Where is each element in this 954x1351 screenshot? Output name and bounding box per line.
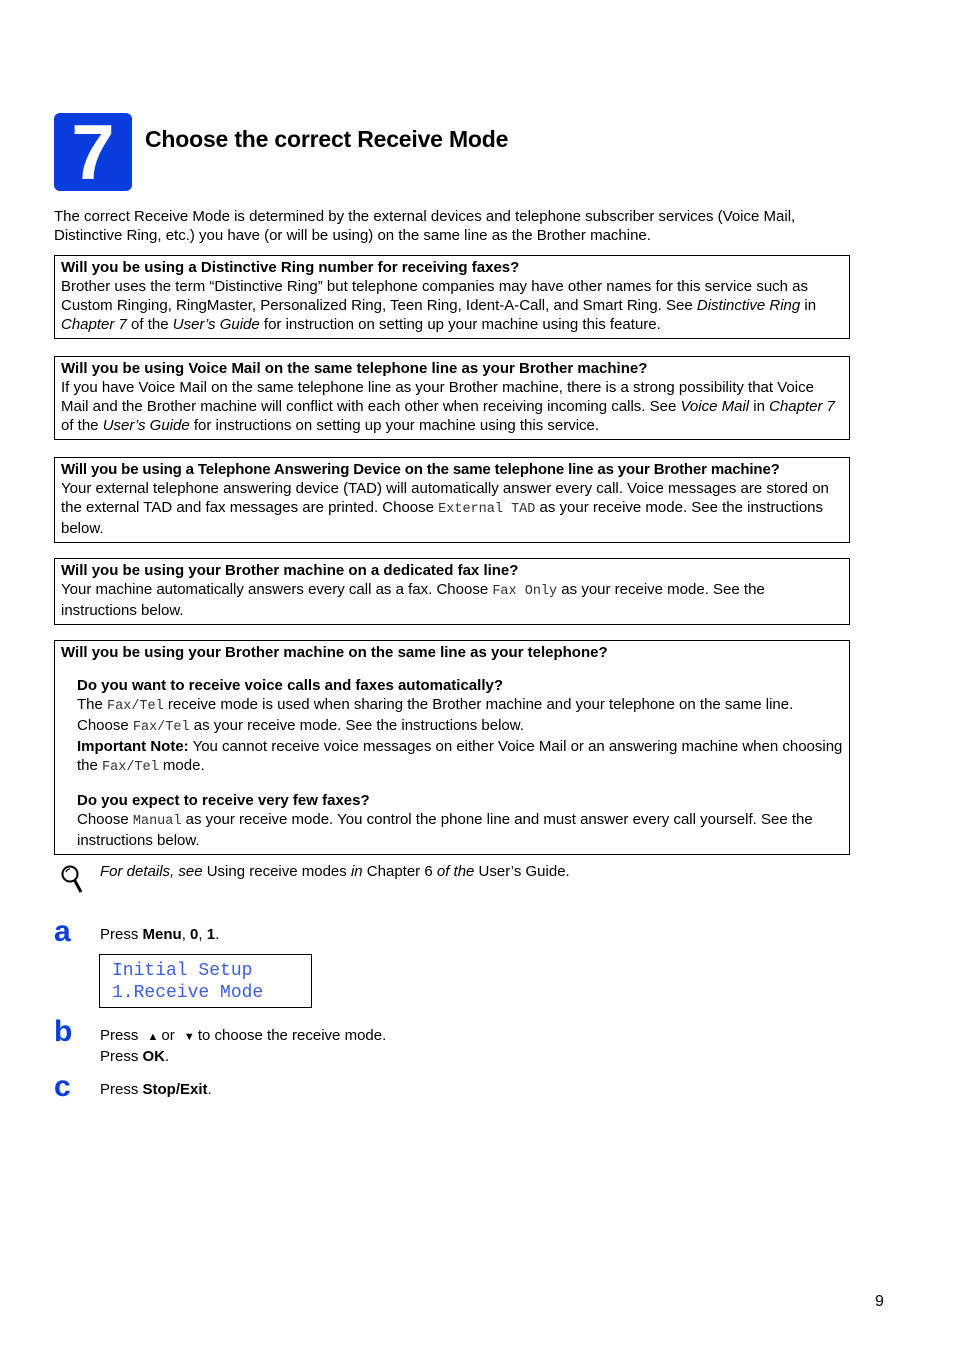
box-body: If you have Voice Mail on the same telephone line as your Brother machine, there is a strong possibility that Voice Mail and the Brother machine will conflict with each other when receiving incoming calls. See Voice Mail in Chapter 7 of the User’s Guide for instructions on setting up your machine using this service. [61, 379, 835, 434]
step-c-text: Press Stop/Exit. [100, 1081, 212, 1098]
step-a-text: Press Menu, 0, 1. [100, 926, 220, 943]
step-letter-b: b [54, 1015, 73, 1048]
box-question: Will you be using Voice Mail on the same telephone line as your Brother machine? [61, 360, 648, 377]
sub-body: Choose Manual as your receive mode. You control the phone line and must answer every call yourself. See the instructions below. [77, 811, 813, 849]
box-question: Will you be using a Distinctive Ring number for receiving faxes? [61, 259, 520, 276]
step-b-text: Press ▲ or ▼ to choose the receive mode. Press OK. [100, 1027, 387, 1065]
sub-question: Do you expect to receive very few faxes? [77, 792, 370, 809]
step-letter-c: c [54, 1070, 71, 1103]
shared-line-box [54, 640, 850, 855]
answering-device-box [54, 457, 850, 543]
box-body: Your machine automatically answers every call as a fax. Choose Fax Only as your receive mode. See the instructions below. [61, 581, 765, 619]
sub-section-automatic [61, 676, 843, 777]
lcd-display [99, 954, 312, 1008]
box-question: Will you be using your Brother machine on the same line as your telephone? [61, 644, 608, 661]
voice-mail-box [54, 356, 850, 440]
lcd-line-2: 1.Receive Mode [112, 983, 264, 1003]
magnifier-icon [60, 864, 84, 894]
sub-question: Do you want to receive voice calls and faxes automatically? [77, 677, 503, 694]
sub-section-manual [61, 791, 843, 850]
box-body: Your external telephone answering device (TAD) will automatically answer every call. Voice messages are stored on the external TAD and fax messages are printed. Choose External TAD as your receive mode. See the instructions below. [61, 480, 829, 537]
page-number: 9 [875, 1293, 884, 1310]
page-title: Choose the correct Receive Mode [145, 126, 509, 152]
sub-body: The Fax/Tel receive mode is used when sharing the Brother machine and your telephone on the same line. Choose Fax/Tel as your receive mode. See the instructions below. Important Note: You cannot receive voice messages on either Voice Mail or an answering machine when choosing the Fax/Tel mode. [77, 696, 843, 775]
box-question: Will you be using a Telephone Answering Device on the same telephone line as your Brother machine? [61, 461, 780, 478]
step-number-badge: 7 [54, 113, 132, 191]
step-letter-a: a [54, 915, 71, 948]
down-arrow-icon: ▼ [183, 1031, 195, 1043]
intro-paragraph: The correct Receive Mode is determined by the external devices and telephone subscriber services (Voice Mail, Distinctive Ring, etc.) you have (or will be using) on the same line as the Brother machine. [54, 208, 796, 244]
lcd-line-1: Initial Setup [112, 961, 253, 981]
up-arrow-icon: ▲ [147, 1031, 159, 1043]
box-question: Will you be using your Brother machine on a dedicated fax line? [61, 562, 519, 579]
distinctive-ring-box [54, 255, 850, 339]
box-body: Brother uses the term “Distinctive Ring” but telephone companies may have other names for this service such as Custom Ringing, RingMaster, Personalized Ring, Teen Ring, Ident-A-Call, and Smart Ring. See Distinctive Ring in Chapter 7 of the User’s Guide for instruction on setting up your machine using this feature. [61, 278, 817, 333]
dedicated-fax-box [54, 558, 850, 625]
tip-text: For details, see Using receive modes in Chapter 6 of the User’s Guide. [100, 863, 570, 880]
